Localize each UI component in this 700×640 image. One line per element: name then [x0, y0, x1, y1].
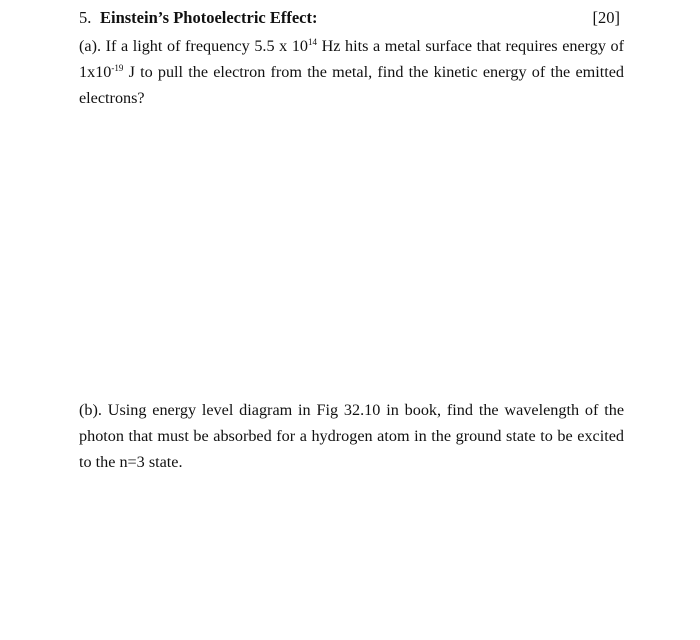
part-b-text: [79, 397, 624, 475]
part-a-line-3: electrons?: [79, 89, 145, 107]
part-a-line-2: [79, 59, 624, 85]
question-points: [20]: [592, 8, 620, 27]
part-a-line-2-suffix: J to pull the electron from the metal, find the kinetic energy of the emitted: [123, 63, 624, 81]
part-a-text: [79, 33, 624, 111]
question-title: Einstein’s Photoelectric Effect:: [100, 8, 318, 27]
energy-exponent: -19: [111, 63, 124, 73]
part-b-line-1: (b). Using energy level diagram in Fig 32.10 in book, find the wavelength of the: [79, 401, 624, 419]
question-number: 5.: [79, 8, 92, 27]
part-a-line-1-suffix: Hz hits a metal surface that requires energy of: [317, 37, 625, 55]
part-a-line-2-prefix: 1x10: [79, 63, 112, 81]
frequency-exponent: 14: [308, 37, 318, 47]
part-a-line-1-prefix: (a). If a light of frequency 5.5 x 10: [79, 37, 309, 55]
part-b-line-2: photon that must be absorbed for a hydrogen atom in the ground state to be excited: [79, 427, 624, 445]
question-header: [79, 6, 620, 30]
part-a-line-1: [79, 33, 624, 59]
part-b-line-3: to the n=3 state.: [79, 453, 183, 471]
